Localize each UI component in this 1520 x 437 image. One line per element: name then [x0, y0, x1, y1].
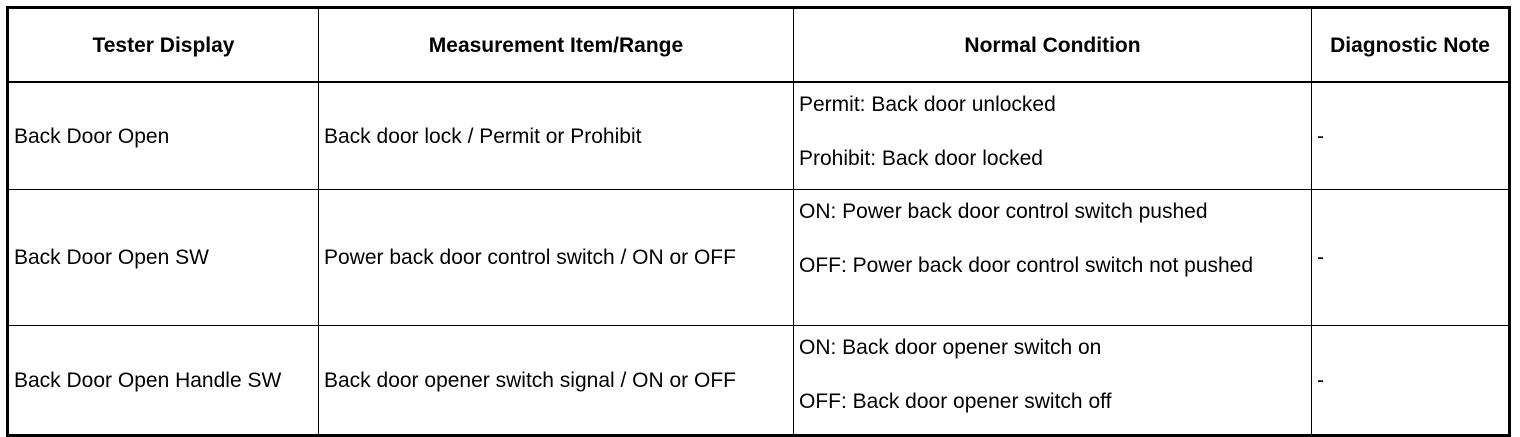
- condition-line: Prohibit: Back door locked: [799, 147, 1043, 170]
- tester-display-cell: Back Door Open SW: [8, 190, 319, 326]
- measurement-cell: Back door opener switch signal / ON or OFF: [319, 326, 794, 436]
- normal-condition-cell: [794, 82, 1312, 190]
- table-row: [8, 190, 1510, 326]
- normal-condition-cell: [794, 326, 1312, 436]
- diagnostic-note-cell: -: [1312, 82, 1510, 190]
- header-measurement-item-range: Measurement Item/Range: [319, 8, 794, 83]
- normal-condition-cell: [794, 190, 1312, 326]
- diagnostic-data-table: [6, 6, 1511, 437]
- tester-display-cell: Back Door Open: [8, 82, 319, 190]
- measurement-cell: Power back door control switch / ON or OFF: [319, 190, 794, 326]
- diagnostic-note-cell: -: [1312, 190, 1510, 326]
- condition-line: ON: Back door opener switch on: [799, 336, 1102, 359]
- table-row: [8, 326, 1510, 436]
- condition-line: OFF: Power back door control switch not pushed: [799, 254, 1254, 277]
- condition-line: Permit: Back door unlocked: [799, 93, 1056, 116]
- header-tester-display: Tester Display: [8, 8, 319, 83]
- header-normal-condition: Normal Condition: [794, 8, 1312, 83]
- condition-line: ON: Power back door control switch pushed: [799, 200, 1208, 223]
- tester-display-cell: Back Door Open Handle SW: [8, 326, 319, 436]
- diagnostic-note-cell: -: [1312, 326, 1510, 436]
- header-diagnostic-note: Diagnostic Note: [1312, 8, 1510, 83]
- table-row: [8, 82, 1510, 190]
- table-header-row: [8, 8, 1510, 83]
- measurement-cell: Back door lock / Permit or Prohibit: [319, 82, 794, 190]
- condition-line: OFF: Back door opener switch off: [799, 390, 1112, 413]
